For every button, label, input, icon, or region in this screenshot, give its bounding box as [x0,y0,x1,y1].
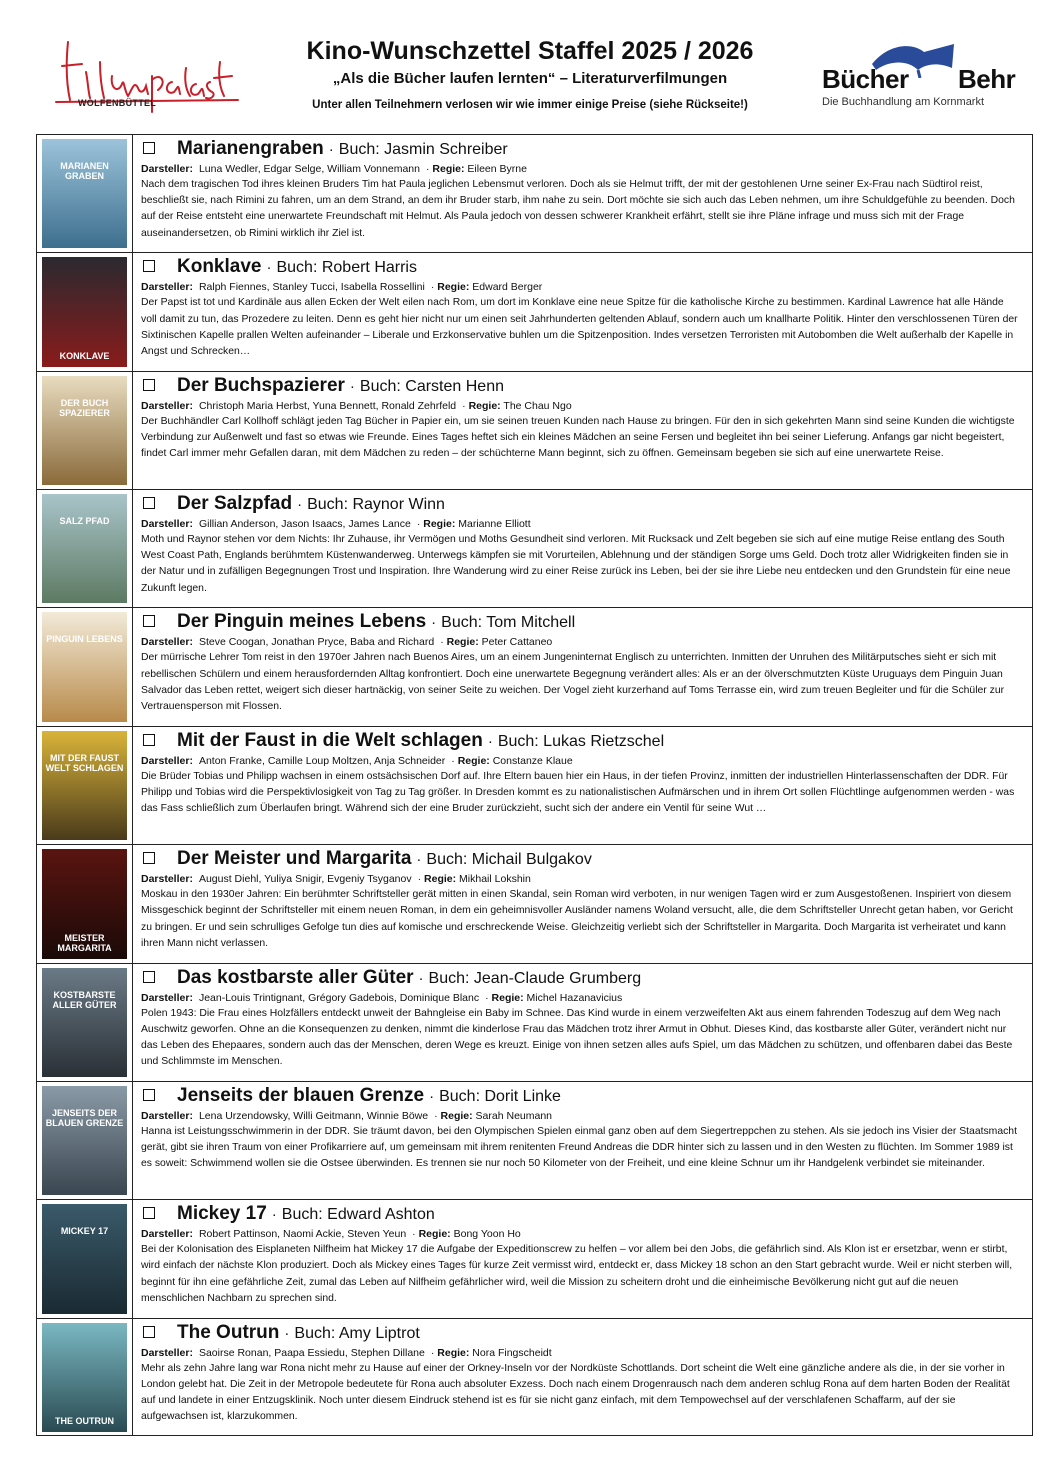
movie-description: Bei der Kolonisation des Eisplaneten Nilfheim hat Mickey 17 die Aufgabe der Expeditionscrew zu helfen – vor allem bei den Jobs, die gefährlich sind. Als Klon ist er ersetzbar, wenn er stirbt, wird einfach der nächste Klon produziert. Doch als Mickey eines Tages für kurze Zeit vermisst wird, entdeckt er, dass Mickey 18 schon an den Start gebracht wurde. Weil er nicht sterben will, beginnt für ihn eine gefährliche Zeit, zumal das Leben auf Nilfheim gefährlicher wird, weil die Mission zu scheitern droht und die einheimische Bevölkerung nicht gut auf die neuen menschlichen Nachbarn zu sprechen sind. [141,1244,1013,1304]
poster-title-top: KOSTBARSTE ALLER GÜTER [52,989,117,1010]
director-name: Peter Cattaneo [481,636,553,649]
movie-entry-3 [37,372,1032,490]
book-author: Buch: Michail Bulgakov [426,851,592,869]
movie-poster [37,845,133,962]
separator-dot: · [451,754,455,767]
credits-line [141,399,1022,414]
credits-line [141,872,1022,887]
separator-dot: · [430,281,435,294]
movie-title-line [141,256,1022,279]
movie-details [133,727,1032,844]
cast-label: Darsteller: [141,873,193,886]
director-label: Regie: [468,399,501,412]
cast-names: Saoirse Ronan, Paapa Essiedu, Stephen Dillane [198,1346,425,1359]
credits-line [141,991,1022,1006]
director-label: Regie: [437,281,470,294]
director-name: Constanze Klaue [492,754,573,767]
wish-checkbox[interactable] [143,1207,155,1219]
cast-label: Darsteller: [141,636,193,649]
book-author: Buch: Raynor Winn [307,496,445,514]
director-name: Sarah Neumann [475,1109,553,1122]
movie-entry-6 [37,727,1032,845]
book-author: Buch: Tom Mitchell [441,614,576,632]
separator-dot: · [485,991,489,1004]
director-name: Nora Fingscheidt [472,1346,552,1359]
movie-details [133,372,1032,489]
logo-word-behr: Behr [958,64,1016,94]
poster-image [42,257,127,366]
page-title: Kino-Wunschzettel Staffel 2025 / 2026 [306,37,754,65]
movie-title-line [141,375,1022,398]
credits-line [141,754,1022,769]
wish-checkbox[interactable] [143,971,155,983]
movie-title: Jenseits der blauen Grenze [177,1084,425,1106]
director-name: Michel Hazanavicius [526,991,623,1004]
separator-dot: · [429,1087,435,1105]
movie-list [36,134,1033,1436]
movie-entry-11 [37,1319,1032,1436]
movie-details [133,845,1032,962]
book-author: Buch: Edward Ashton [281,1206,435,1224]
credits-line [141,517,1022,532]
credits-line [141,1227,1022,1242]
poster-image [42,731,127,840]
movie-description: Mehr als zehn Jahre lang war Rona nicht mehr zu Hause auf einer der Orkney-Inseln vor der Nordküste Schottlands. Dort scheint die Welt eine gänzliche andere als die, in der sie vorher in London gelebt hat. Die Zeit in der Metropole bedeutete für Rona auch absoluter Exzess. Doch nach einem Drogenrausch nach dem anderen schlug Rona auf dem harten Boden der Realität auf und landete in einer Entzugsklinik. Noch unter diesem Eindruck stehend ist es für sie nicht ganz einfach, mit dem Tempowechsel auf der verschlafenen Schaffarm, auf der sie aufgewachsen ist, klarzukommen. [141,1362,1010,1423]
separator-dot: · [417,873,422,886]
page-header [0,0,1047,135]
movie-entry-2 [37,253,1032,371]
movie-title-line [141,848,1022,871]
movie-description: Moskau in den 1930er Jahren: Ein berühmter Schriftsteller gerät mitten in einen Skandal, sein Roman wird verboten, in nur wenigen Tagen wird er zum Ausgestoßenen. Inspiriert von diesem Missgeschick beginnt der Schriftsteller mit einem neuen Roman, in dem ein geheimnisvoller Ausländer namens Woland versucht, alle, die dem Schriftsteller Unrecht getan haben, vor Gericht zu bringen. Er und sein schrulliges Gefolge tun dies auf komische und erschreckende Weise. Gleichzeitig verliebt sich der Schriftsteller in Margarita. Doch Margarita ist verheiratet und kann ihren Mann nicht verlassen. [141,889,1013,949]
movie-details [133,490,1032,607]
logo-tagline: Die Buchhandlung am Kornmarkt [822,96,985,108]
movie-title: Das kostbarste aller Güter [177,966,414,988]
movie-title: Mickey 17 [177,1203,267,1225]
director-name: Edward Berger [472,281,543,294]
filmpalast-logo [48,32,248,122]
movie-description: Der Papst ist tot und Kardinäle aus allen Ecken der Welt eilen nach Rom, um dort im Konklave eine neue Spitze für die katholische Kirche zu bestimmen. Kardinal Lawrence hat alle Hände voll damit zu tun, das Prozedere zu leiten. Denn es geht hier nicht nur um einen seit Jahrhunderten geltenden Ablauf, sondern auch um knallharte Politik. Hinter den verschlossenen Türen der Sixtinischen Kapelle prallen Welten aufeinander – Liberale und Erzkonservative buhlen um die Spitzenposition. Indes versetzen Terroristen mit Autobomben die Welt außerhalb der Kapelle in Angst und Schrecken… [141,297,1018,357]
separator-dot: · [416,851,422,869]
movie-title: Der Pinguin meines Lebens [177,611,427,633]
wish-checkbox[interactable] [143,1089,155,1101]
book-author: Buch: Lukas Rietzschel [497,732,665,750]
poster-image [42,849,127,958]
cast-label: Darsteller: [141,281,193,294]
separator-dot: · [284,1324,290,1342]
poster-title-top: MICKEY 17 [60,1226,109,1237]
movie-title-line [141,611,1022,634]
cast-label: Darsteller: [141,399,193,412]
movie-details [133,135,1032,252]
wish-checkbox[interactable] [143,260,155,272]
movie-title: Der Salzpfad [177,493,293,515]
movie-title: Konklave [177,256,262,278]
wish-checkbox[interactable] [143,142,155,154]
separator-dot: · [487,732,493,750]
separator-dot: · [349,377,355,395]
cast-label: Darsteller: [141,991,193,1004]
wish-checkbox[interactable] [143,497,155,509]
credits-line [141,1109,1022,1124]
director-label: Regie: [424,873,457,886]
separator-dot: · [434,1109,438,1122]
movie-poster [37,490,133,607]
book-author: Buch: Amy Liptrot [294,1324,420,1342]
director-label: Regie: [491,991,524,1004]
movie-title: Mit der Faust in die Welt schlagen [177,729,483,751]
poster-title-top: SALZ PFAD [59,516,110,527]
movie-details [133,253,1032,370]
separator-dot: · [412,1228,416,1241]
book-author: Buch: Dorit Linke [439,1087,561,1105]
movie-title-line [141,493,1022,516]
movie-description: Hanna ist Leistungsschwimmerin in der DDR. Sie träumt davon, bei den Olympischen Spielen einmal ganz oben auf dem Siegertreppchen zu stehen. Als sie jedoch ins Visier der Staatsmacht gerät, gibt sie ihren Traum von einer Profikarriere auf, um gemeinsam mit ihrem renitenten Freund Andreas die DDR hinter sich zu lassen und in den Westen zu flüchten. Im Sommer 1989 ist es soweit: Schwimmend wollen sie die Ostsee überwinden. Es trennen sie nur noch 50 Kilometer von der Freiheit, und eine kleine Schnur um ihr Handgelenk verbindet sie miteinander. [141,1125,1017,1170]
cast-names: Ralph Fiennes, Stanley Tucci, Isabella Rossellini [198,281,425,294]
separator-dot: · [418,969,424,987]
poster-title-top: DER BUCH SPAZIERER [59,397,110,418]
buecher-behr-logo [818,38,1018,118]
director-name: The Chau Ngo [503,399,572,412]
separator-dot: · [416,518,421,531]
movie-description: Polen 1943: Die Frau eines Holzfällers entdeckt unweit der Bahngleise ein Baby im Schnee. Das Kind wurde in einem verzweifelten Akt aus einem fahrenden Todeszug auf dem Weg nach Auschwitz geworfen. Ohne an die Konsequenzen zu denken, nimmt die kinderlose Frau das Mädchen trotz ihrer Armut in Obhut. Dieses Kind, das kostbarste aller Güter, verändert nicht nur das Leben des Ehepaares, sondern auch das der Menschen, deren Wege es kreuzt. Einige von ihnen setzen alles aufs Spiel, um das Mädchen zu schützen, und offenbaren dabei das Beste und Schlimmste im Menschen. [141,1007,1013,1068]
separator-dot: · [297,496,303,514]
movie-title: Der Meister und Margarita [177,848,412,870]
movie-poster [37,135,133,252]
movie-title: Marianengraben [177,138,324,159]
poster-image [42,376,127,485]
cast-names: Christoph Maria Herbst, Yuna Bennett, Ronald Zehrfeld [198,399,457,412]
book-author: Buch: Jean-Claude Grumberg [428,969,642,987]
movie-title: Der Buchspazierer [177,374,345,396]
movie-title-line [141,1085,1022,1108]
movie-details [133,964,1032,1081]
cast-names: Anton Franke, Camille Loup Moltzen, Anja Schneider [198,754,446,767]
wish-checkbox[interactable] [143,1326,155,1338]
movie-details [133,1200,1032,1317]
movie-description: Moth und Raynor stehen vor dem Nichts: Ihr Zuhause, ihr Vermögen und Moths Gesundheit sind verloren. Mit Rucksack und Zelt begeben sie sich auf eine mutige Reise entlang des South West Coast Path, Englands berühmtem Küstenwanderweg. Unterwegs kämpfen sie mit Vorurteilen, Ablehnung und der ständigen Sorge ums Geld. Doch trotz aller Widrigkeiten finden sie in der Natur und in zufälligen Begegnungen Trost und Inspiration. Ihre Wanderung wird zu einer Reise zurück ins Leben, bei der sie ihre Liebe neu entdecken und den Grundstein für eine neue Zukunft legen. [141,534,1011,594]
title-block [260,36,800,114]
movie-description: Der Buchhändler Carl Kollhoff schlägt jeden Tag Bücher in Papier ein, um sie seinen treuen Kunden nach Hause zu bringen. Für den in sich gekehrten Mann sind seine Kunden die wichtigste Verbindung zur Außenwelt und fast so etwas wie Freunde. Eines Tages heftet sich ein kleines Mädchen an seine Fersen und begleitet ihn bei seiner Lieferung. Anfangs gar nicht begeistert, findet Carl immer mehr Gefallen daran, mit dem Mädchen zu reden – der schüchterne Mann beginnt, sich zu öffnen. Gemeinsam begeben sie sich auf eine unerwartete Reise. [141,415,1015,460]
poster-title-top: JENSEITS DER BLAUEN GRENZE [45,1107,124,1128]
book-author: Buch: Jasmin Schreiber [338,141,508,158]
wish-checkbox[interactable] [143,734,155,746]
poster-title-bottom: MEISTER MARGARITA [57,932,112,953]
poster-title-top: MIT DER FAUST WELT SCHLAGEN [45,752,124,773]
filmpalast-script-icon [48,32,248,122]
movie-title-line [141,967,1022,990]
logo-word-buecher: Bücher [822,64,909,94]
separator-dot: · [462,399,466,412]
movie-poster [37,1082,133,1199]
movie-description: Der mürrische Lehrer Tom reist in den 1970er Jahren nach Buenos Aires, um an einem Jungeninternat Englisch zu unterrichten. Inmitten der Unruhen des Militärputsches sieht er sich mit rebellischen Schülern und einem herausfordernden Alltag konfrontiert. Doch eine unerwartete Begegnung verändert alles: Als er an der ölverschmutzten Küste Uruguays dem Pinguin Juan Salvador das Leben rettet, weigert sich dieser hartnäckig, von seiner Seite zu weichen. Der Vogel zieht kurzerhand auf Toms Terrasse ein, wird zum treuen Begleiter und für die Schüler zur Vertrauensperson mit Flossen. [141,652,1005,713]
director-name: Eileen Byrne [467,163,527,175]
cast-names: August Diehl, Yuliya Snigir, Evgeniy Tsyganov [198,873,412,886]
book-author: Buch: Carsten Henn [359,377,504,395]
raffle-note: Unter allen Teilnehmern verlosen wir wie immer einige Preise (siehe Rückseite!) [312,99,748,111]
poster-title-bottom: KONKLAVE [59,350,110,361]
cast-label: Darsteller: [141,1346,193,1359]
cast-names: Steve Coogan, Jonathan Pryce, Baba and Richard [198,636,435,649]
movie-poster [37,372,133,489]
movie-poster [37,964,133,1081]
movie-title-line [141,1322,1022,1345]
cast-label: Darsteller: [141,1228,193,1241]
director-label: Regie: [440,1109,473,1122]
movie-poster [37,1319,133,1436]
poster-image [42,612,127,721]
movie-title-line [141,1203,1022,1226]
cast-label: Darsteller: [141,1109,193,1122]
wish-checkbox[interactable] [143,379,155,391]
movie-entry-4 [37,490,1032,608]
poster-title-top: MARIANEN GRABEN [60,161,109,181]
movie-entry-5 [37,608,1032,726]
movie-entry-10 [37,1200,1032,1318]
cast-names: Jean-Louis Trintignant, Grégory Gadebois, Dominique Blanc [198,991,480,1004]
logo-city-text: WOLFENBÜTTEL [78,98,157,108]
credits-line [141,280,1022,295]
movie-title-line [141,730,1022,753]
wish-checkbox[interactable] [143,615,155,627]
credits-line [141,635,1022,650]
cast-names: Gillian Anderson, Jason Isaacs, James Lance [198,518,411,531]
movie-details [133,1319,1032,1436]
movie-entry-7 [37,845,1032,963]
movie-title-line [141,138,1022,161]
movie-poster [37,727,133,844]
separator-dot: · [266,259,272,277]
separator-dot: · [328,141,334,158]
cast-names: Robert Pattinson, Naomi Ackie, Steven Yeun [198,1228,407,1241]
separator-dot: · [425,163,430,175]
poster-image [42,1323,127,1432]
cast-label: Darsteller: [141,518,193,531]
separator-dot: · [271,1206,277,1224]
separator-dot: · [430,1346,435,1359]
movie-poster [37,1200,133,1317]
movie-description: Nach dem tragischen Tod ihres kleinen Bruders Tim hat Paula jeglichen Lebensmut verloren. Doch als sie Helmut trifft, der mit der gestohlenen Urne seiner Ex-Frau nach Südtirol reist, beschließt sie, nach Rimini zu fahren, um an dem Strand, an dem ihr Bruder starb, ihm nahe zu sein. Dort möchte sie sich auch das Leben nehmen, um ihre Schuldgefühle zu beenden. Doch auf der Reise entsteht eine unerwartete Freundschaft mit Helmut. Als Paula jedoch von dessen schwerer Krankheit erfährt, stellt sie ihre Pläne infrage und muss sich mit der Frage auseinandersetzen, ob Rimini wirklich ihr Ziel ist. [141,179,1015,239]
poster-image [42,968,127,1077]
poster-image [42,1086,127,1195]
director-label: Regie: [423,518,456,531]
cast-names: Lena Urzendowsky, Willi Geitmann, Winnie Böwe [198,1109,429,1122]
poster-image [42,139,127,248]
cast-names: Luna Wedler, Edgar Selge, William Vonnemann [198,163,420,175]
director-label: Regie: [446,636,479,649]
director-name: Marianne Elliott [458,518,531,531]
movie-poster [37,253,133,370]
credits-line [141,1346,1022,1361]
page-subtitle: „Als die Bücher laufen lernten“ – Literaturverfilmungen [332,70,728,87]
separator-dot: · [440,636,444,649]
director-label: Regie: [432,163,465,175]
poster-image [42,1204,127,1313]
credits-line [141,162,1022,177]
poster-title-bottom: THE OUTRUN [55,1415,114,1426]
director-name: Bong Yoon Ho [453,1228,521,1241]
movie-entry-8 [37,964,1032,1082]
wish-checkbox[interactable] [143,852,155,864]
movie-entry-1 [37,135,1032,253]
director-label: Regie: [418,1228,451,1241]
poster-image [42,494,127,603]
movie-entry-9 [37,1082,1032,1200]
movie-description: Die Brüder Tobias und Philipp wachsen in einem ostsächsischen Dorf auf. Ihre Eltern bauen hier ein Haus, in der tiefen Provinz, inmitten der industriellen Hinterlassenschaften der DDR. Für Philipp und Tobias wird die Perspektivlosigkeit von Tag zu Tag größer. In Dresden kommt es zu nationalistischen Aufmärschen und in ihrem Ort sollen Flüchtlinge aufgenommen werden - was das Fass schließlich zum Überlaufen bringt. Während sich der eine Bruder zurückzieht, sucht sich der andere ein Ventil für seine Wut … [141,770,1015,815]
cast-label: Darsteller: [141,163,193,175]
cast-label: Darsteller: [141,754,193,767]
director-label: Regie: [457,754,490,767]
movie-details [133,1082,1032,1199]
director-name: Mikhail Lokshin [459,873,531,886]
movie-poster [37,608,133,725]
movie-details [133,608,1032,725]
book-author: Buch: Robert Harris [276,259,417,277]
poster-title-top: PINGUIN LEBENS [46,634,123,645]
movie-title: The Outrun [177,1321,280,1343]
separator-dot: · [431,614,437,632]
director-label: Regie: [437,1346,470,1359]
